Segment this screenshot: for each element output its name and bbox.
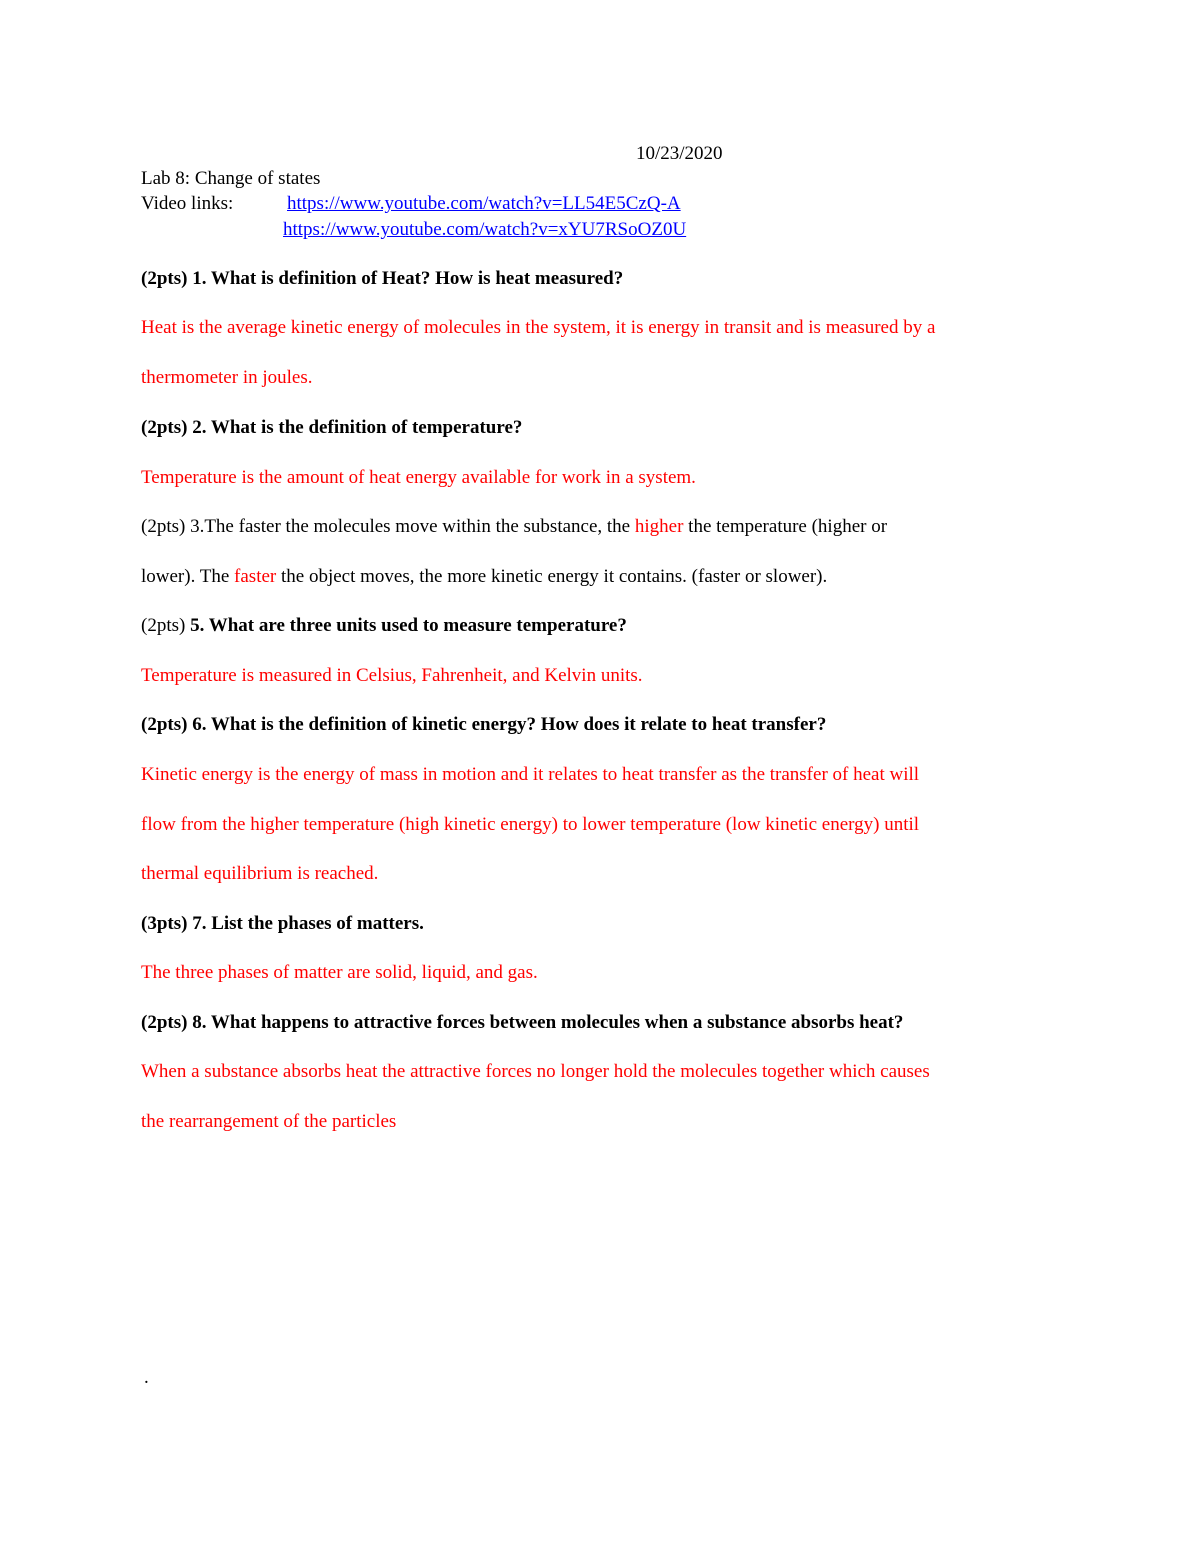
- answer-1-line-2: thermometer in joules.: [141, 367, 313, 388]
- answer-7: The three phases of matter are solid, liquid, and gas.: [141, 962, 538, 983]
- answer-2: Temperature is the amount of heat energy available for work in a system.: [141, 467, 696, 488]
- answer-6-line-3: thermal equilibrium is reached.: [141, 863, 379, 884]
- question-8: (2pts) 8. What happens to attractive forces between molecules when a substance absorbs heat?: [141, 1012, 904, 1033]
- footer-dot: .: [144, 1367, 149, 1388]
- question-5: [141, 614, 627, 638]
- question-7: (3pts) 7. List the phases of matters.: [141, 913, 424, 934]
- answer-5: Temperature is measured in Celsius, Fahrenheit, and Kelvin units.: [141, 665, 643, 686]
- question-1: (2pts) 1. What is definition of Heat? How is heat measured?: [141, 268, 624, 289]
- question-5-text: 5. What are three units used to measure temperature?: [190, 615, 627, 636]
- answer-8-line-1: When a substance absorbs heat the attractive forces no longer hold the molecules together which causes: [141, 1061, 930, 1082]
- question-3-text-b: the temperature (higher or: [683, 516, 888, 537]
- question-5-points: (2pts): [141, 615, 191, 636]
- lab-title: Lab 8: Change of states: [141, 168, 321, 189]
- question-3-line-2: [141, 565, 827, 589]
- video-link-1[interactable]: https://www.youtube.com/watch?v=LL54E5CzQ-A: [287, 193, 681, 214]
- question-2: (2pts) 2. What is the definition of temperature?: [141, 417, 523, 438]
- question-6: (2pts) 6. What is the definition of kinetic energy? How does it relate to heat transfer?: [141, 714, 827, 735]
- video-links-label: Video links:: [141, 193, 234, 214]
- question-3-line-1: [141, 515, 887, 539]
- answer-3-higher: higher: [634, 516, 684, 537]
- document-date: 10/23/2020: [636, 143, 723, 164]
- answer-6-line-1: Kinetic energy is the energy of mass in motion and it relates to heat transfer as the transfer of heat will: [141, 764, 920, 785]
- answer-8-line-2: the rearrangement of the particles: [141, 1111, 397, 1132]
- answer-3-faster: faster: [234, 566, 277, 587]
- question-3-text-d: the object moves, the more kinetic energy it contains. (faster or slower).: [276, 566, 828, 587]
- question-3-text-c: lower). The: [141, 566, 235, 587]
- answer-6-line-2: flow from the higher temperature (high kinetic energy) to lower temperature (low kinetic energy) until: [141, 814, 920, 835]
- answer-1-line-1: Heat is the average kinetic energy of molecules in the system, it is energy in transit and is measured by a: [141, 317, 936, 338]
- video-link-2[interactable]: https://www.youtube.com/watch?v=xYU7RSoOZ0U: [283, 219, 687, 240]
- question-3-text-a: (2pts) 3.The faster the molecules move within the substance, the: [141, 516, 635, 537]
